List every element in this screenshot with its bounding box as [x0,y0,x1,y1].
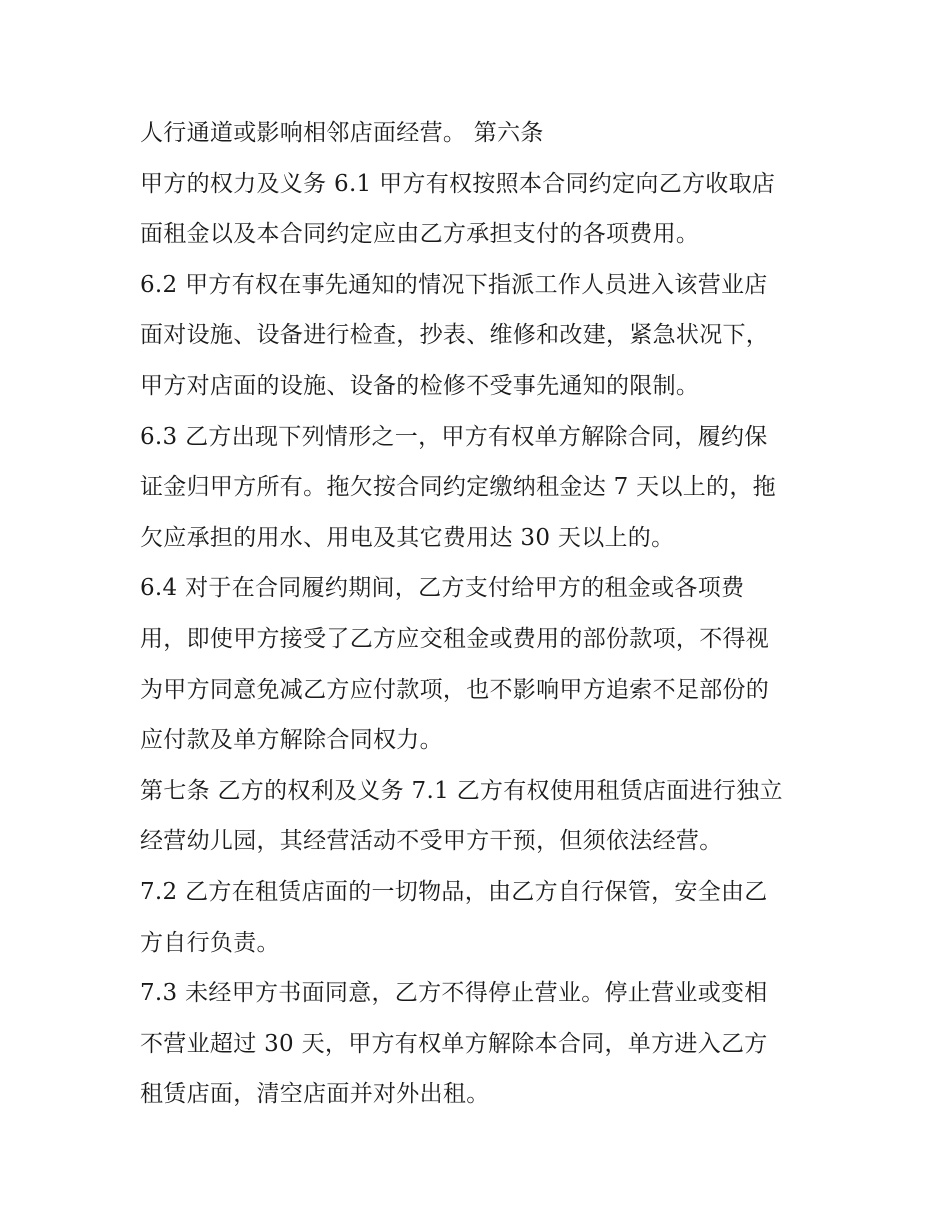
text-line: 应付款及单方解除合同权力。 [140,727,443,754]
text-line: 经营幼儿园，其经营活动不受甲方干预，但须依法经营。 [140,828,723,855]
text-line: 7.3 未经甲方书面同意，乙方不得停止营业。停止营业或变相 [140,980,768,1007]
text-line: 用，即使甲方接受了乙方应交租金或费用的部份款项，不得视 [140,625,770,652]
contract-text [140,108,820,1120]
text-line: 方自行负责。 [140,929,280,956]
text-line: 第七条 乙方的权利及义务 7.1 乙方有权使用租赁店面进行独立 [140,777,783,804]
text-line: 证金归甲方所有。拖欠按合同约定缴纳租金达 7 天以上的，拖 [140,474,776,501]
text-line: 面对设施、设备进行检查，抄表、维修和改建，紧急状况下， [140,322,770,349]
text-line: 为甲方同意免减乙方应付款项，也不影响甲方追索不足部份的 [140,676,770,703]
text-line: 甲方的权力及义务 6.1 甲方有权按照本合同约定向乙方收取店 [140,170,776,197]
text-line: 甲方对店面的设施、设备的检修不受事先通知的限制。 [140,372,700,399]
text-line: 6.2 甲方有权在事先通知的情况下指派工作人员进入该营业店 [140,271,768,298]
text-line: 7.2 乙方在租赁店面的一切物品，由乙方自行保管，安全由乙 [140,878,768,905]
text-line: 人行通道或影响相邻店面经营。 第六条 [140,120,544,146]
text-line: 面租金以及本合同约定应由乙方承担支付的各项费用。 [140,221,700,248]
text-line: 租赁店面，清空店面并对外出租。 [140,1081,490,1108]
text-line: 不营业超过 30 天，甲方有权单方解除本合同，单方进入乙方 [140,1030,768,1057]
text-line: 6.4 对于在合同履约期间，乙方支付给甲方的租金或各项费 [140,575,745,602]
text-line: 欠应承担的用水、用电及其它费用达 30 天以上的。 [140,524,675,551]
text-line: 6.3 乙方出现下列情形之一，甲方有权单方解除合同，履约保 [140,423,768,450]
